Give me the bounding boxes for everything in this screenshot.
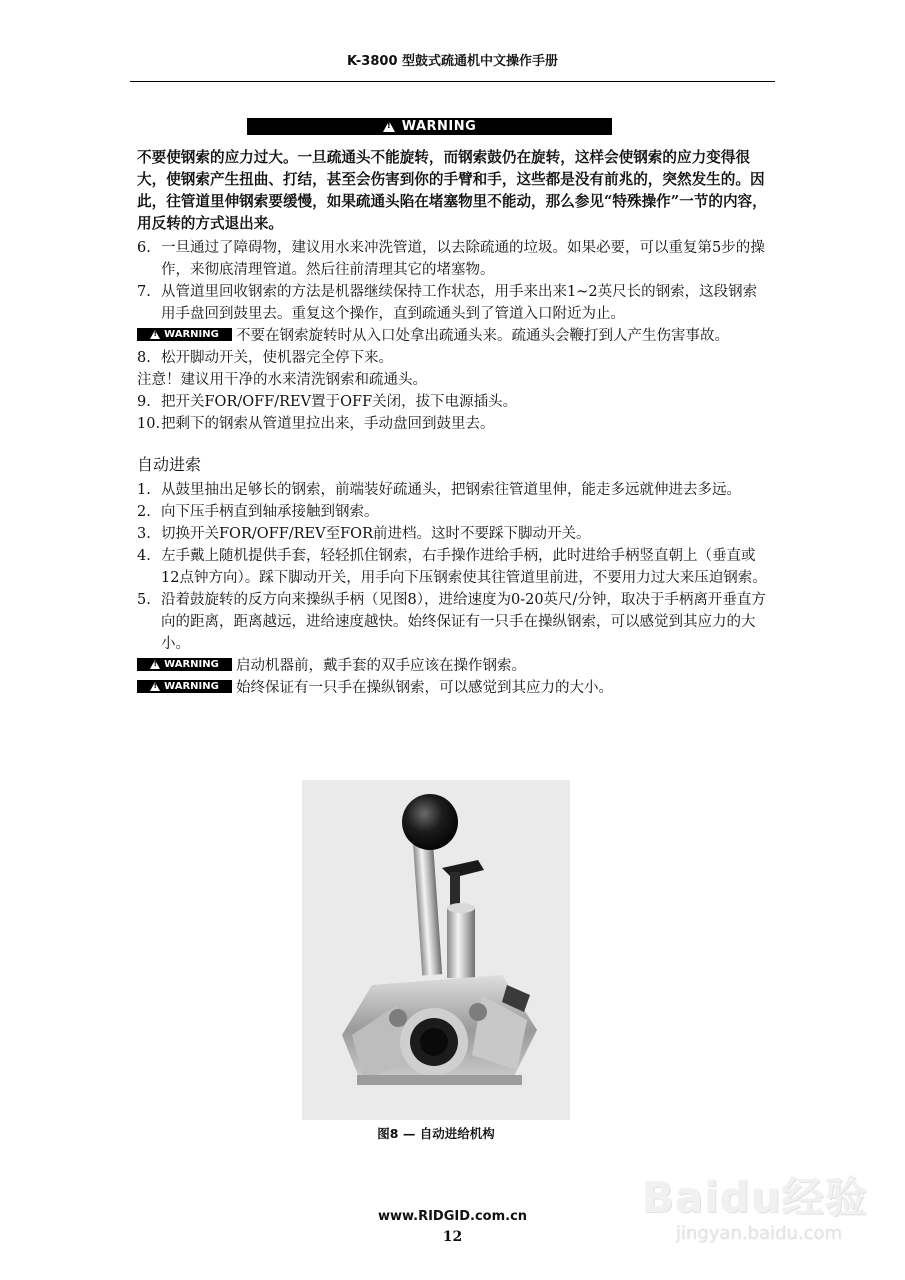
warning-badge: [137, 680, 232, 693]
warning-triangle-icon: [150, 330, 160, 339]
note: 注意！建议用干净的水来清洗钢索和疏通头。: [137, 372, 427, 388]
inline-warning-text: 不要在钢索旋转时从入口处拿出疏通头来。疏通头会鞭打到人产生伤害事故。: [236, 328, 729, 344]
inline-warning-3: [137, 677, 769, 699]
list-item-number: 5.: [137, 592, 151, 608]
inline-warning-2: [137, 655, 769, 677]
body-content: [137, 147, 769, 699]
list-item-text: 沿着鼓旋转的反方向来操纵手柄（见图8），进给速度为0-20英尺/分钟，取决于手柄离开垂直方向的距离，距离越远，进给速度越快。始终保证有一只手在操纵钢索，可以感觉到其应力的大小。: [161, 592, 766, 652]
list-item-text: 切换开关FOR/OFF/REV至FOR前进档。这时不要踩下脚动开关。: [161, 526, 591, 542]
list-item: [137, 545, 769, 589]
warning-badge: [137, 328, 232, 341]
warning-triangle-icon: [150, 660, 160, 669]
list-item-text: 把开关FOR/OFF/REV置于OFF关闭，拔下电源插头。: [161, 394, 518, 410]
list-item-text: 松开脚动开关，使机器完全停下来。: [161, 350, 393, 366]
list-item: [137, 413, 769, 435]
list-item-text: 左手戴上随机提供手套，轻轻抓住钢索，右手操作进给手柄，此时进给手柄竖直朝上（垂直或12点钟方向）。踩下脚动开关，用手向下压钢索使其往管道里前进，不要用力过大来压迫钢索。: [161, 548, 767, 586]
warning-badge-label: WARNING: [164, 658, 219, 670]
warning-badge: [137, 658, 232, 671]
feed-mechanism-illustration: [302, 780, 570, 1120]
list-item: [137, 523, 769, 545]
list-item-number: 4.: [137, 548, 151, 564]
list-item-number: 6.: [137, 240, 151, 256]
list-item-number: 9.: [137, 394, 151, 410]
warning-paragraph: 不要使钢索的应力过大。一旦疏通头不能旋转，而钢索鼓仍在旋转，这样会使钢索的应力变得很大，使钢索产生扭曲、打结，甚至会伤害到你的手臂和手，这些都是没有前兆的，突然发生的。因此，往管道里伸钢索要缓慢，如果疏通头陷在堵塞物里不能动，那么参见“特殊操作”一节的内容，用反转的方式退出来。: [137, 149, 767, 232]
warning-triangle-icon: [383, 121, 395, 132]
list-item: [137, 347, 769, 369]
list-item-number: 10.: [137, 416, 161, 432]
page-number: 12: [442, 1229, 463, 1245]
feed-mechanism-photo: [302, 780, 570, 1120]
list-item-number: 2.: [137, 504, 151, 520]
list-item-text: 从管道里回收钢索的方法是机器继续保持工作状态，用手来出来1~2英尺长的钢索，这段钢索用手盘回到鼓里去。重复这个操作，直到疏通头到了管道入口附近为止。: [161, 284, 758, 322]
warning-badge-label: WARNING: [164, 680, 219, 692]
list-item: [137, 501, 769, 523]
list-item-number: 3.: [137, 526, 151, 542]
footer-url: www.RIDGID.com.cn: [377, 1209, 528, 1224]
list-item-number: 8.: [137, 350, 151, 366]
list-item-text: 向下压手柄直到轴承接触到钢索。: [161, 504, 379, 520]
warning-triangle-icon: [150, 682, 160, 691]
watermark-domain: jingyan.baidu.com: [676, 1223, 843, 1244]
list-item: [137, 589, 769, 655]
warning-banner: [247, 118, 612, 135]
list-item-text: 把剩下的钢索从管道里拉出来，手动盘回到鼓里去。: [161, 416, 495, 432]
watermark-brand: Baidu经验: [642, 1173, 868, 1222]
figure-caption: 图8 — 自动进给机构: [377, 1126, 495, 1141]
list-item: [137, 237, 769, 281]
list-item: [137, 281, 769, 325]
inline-warning-1: [137, 325, 769, 347]
list-item: [137, 479, 769, 501]
header-rule: [130, 81, 775, 82]
list-item-text: 从鼓里抽出足够长的钢索，前端装好疏通头，把钢索往管道里伸，能走多远就伸进去多远。: [161, 482, 741, 498]
list-item-number: 7.: [137, 284, 151, 300]
list-item-number: 1.: [137, 482, 151, 498]
list-item: [137, 391, 769, 413]
warning-banner-label: WARNING: [401, 119, 477, 134]
inline-warning-text: 始终保证有一只手在操纵钢索，可以感觉到其应力的大小。: [236, 680, 613, 696]
warning-badge-label: WARNING: [164, 328, 219, 340]
list-item-text: 一旦通过了障碍物，建议用水来冲洗管道，以去除疏通的垃圾。如果必要，可以重复第5步的操作，来彻底清理管道。然后往前清理其它的堵塞物。: [161, 240, 765, 278]
inline-warning-text: 启动机器前，戴手套的双手应该在操作钢索。: [236, 658, 526, 674]
section-title: 自动进索: [137, 455, 202, 474]
page-header-title: K-3800 型鼓式疏通机中文操作手册: [346, 54, 559, 69]
